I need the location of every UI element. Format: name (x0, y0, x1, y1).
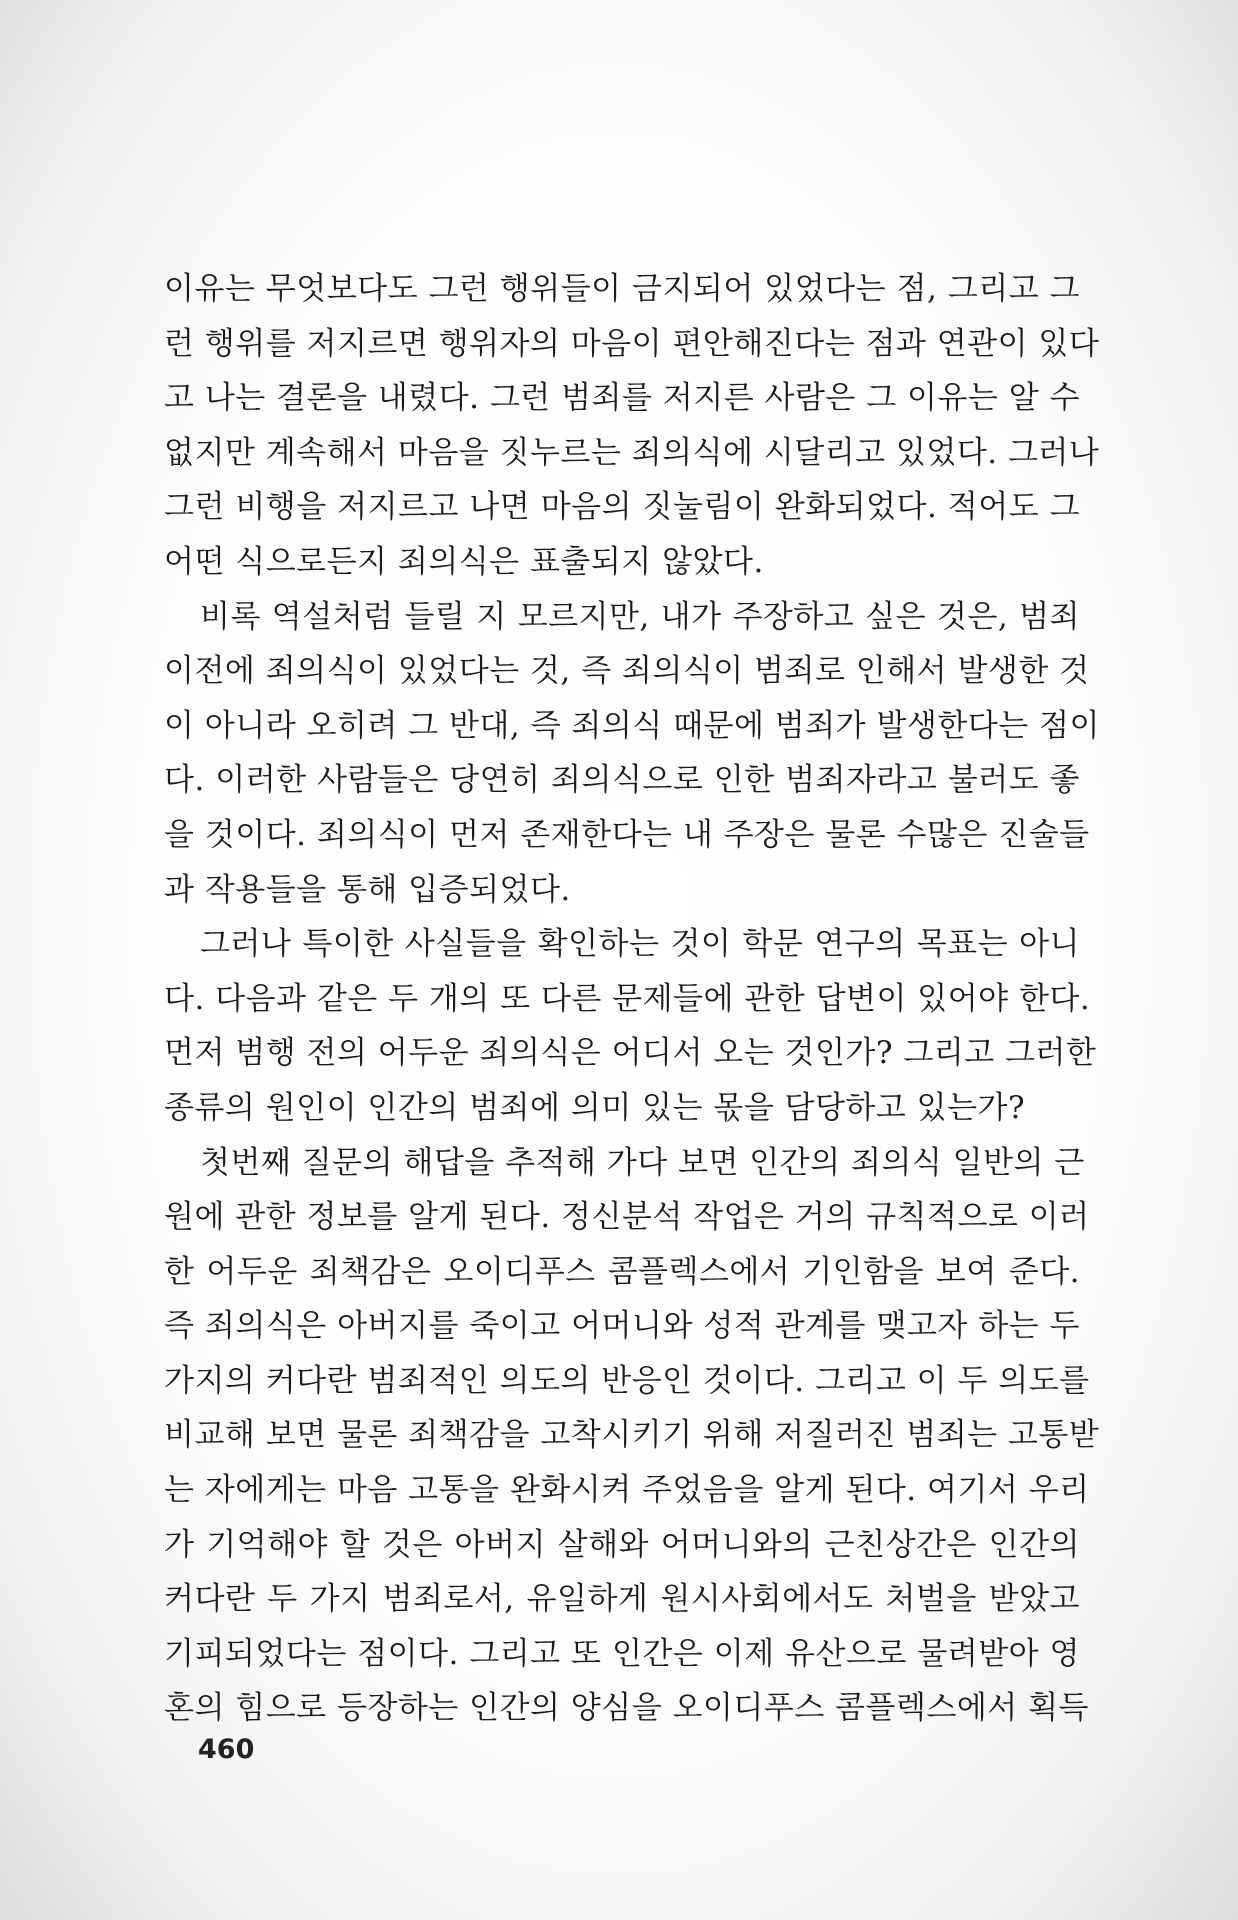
text-line: 이전에 죄의식이 있었다는 것, 즉 죄의식이 범죄로 인해서 발생한 것 (164, 653, 1090, 690)
paragraph-1 (164, 262, 1100, 590)
text-line: 고 나는 결론을 내렸다. 그런 범죄를 저지른 사람은 그 이유는 알 수 (164, 380, 1080, 417)
text-line: 혼의 힘으로 등장하는 인간의 양심을 오이디푸스 콤플렉스에서 획득 (164, 1690, 1089, 1727)
text-line: 기피되었다는 점이다. 그리고 또 인간은 이제 유산으로 물려받아 영 (164, 1635, 1080, 1672)
text-line: 이유는 무엇보다도 그런 행위들이 금지되어 있었다는 점, 그리고 그 (164, 271, 1080, 307)
text-line: 어떤 식으로든지 죄의식은 표출되지 않았다. (164, 543, 764, 580)
text-line: 을 것이다. 죄의식이 먼저 존재한다는 내 주장은 물론 수많은 진술들 (164, 816, 1090, 853)
text-line: 다. 다음과 같은 두 개의 또 다른 문제들에 관한 답변이 있어야 한다. (164, 980, 1091, 1017)
paragraph-4 (164, 1136, 1100, 1737)
text-line: 첫번째 질문의 해답을 추적해 가다 보면 인간의 죄의식 일반의 근 (200, 1144, 1085, 1181)
paragraph-2 (164, 590, 1100, 918)
text-line: 그러나 특이한 사실들을 확인하는 것이 학문 연구의 목표는 아니 (200, 926, 1080, 963)
text-line: 그런 비행을 저지르고 나면 마음의 짓눌림이 완화되었다. 적어도 그 (164, 489, 1080, 526)
page-number: 460 (198, 1734, 255, 1765)
body-text (164, 262, 1100, 1736)
text-line: 커다란 두 가지 범죄로서, 유일하게 원시사회에서도 처벌을 받았고 (164, 1581, 1080, 1618)
text-line: 다. 이러한 사람들은 당연히 죄의식으로 인한 범죄자라고 불러도 좋 (164, 762, 1080, 799)
text-line: 런 행위를 저지르면 행위자의 마음이 편안해진다는 점과 연관이 있다 (164, 325, 1100, 362)
text-line: 없지만 계속해서 마음을 짓누르는 죄의식에 시달리고 있었다. 그러나 (164, 434, 1100, 471)
text-line: 종류의 원인이 인간의 범죄에 의미 있는 몫을 담당하고 있는가? (164, 1089, 1026, 1126)
text-line: 는 자에게는 마음 고통을 완화시켜 주었음을 알게 된다. 여기서 우리 (164, 1472, 1090, 1509)
text-line: 원에 관한 정보를 알게 된다. 정신분석 작업은 거의 규칙적으로 이러 (164, 1199, 1090, 1236)
text-line: 한 어두운 죄책감은 오이디푸스 콤플렉스에서 기인함을 보여 준다. (164, 1253, 1080, 1290)
text-line: 가 기억해야 할 것은 아버지 살해와 어머니와의 근친상간은 인간의 (164, 1526, 1080, 1563)
text-line: 비록 역설처럼 들릴 지 모르지만, 내가 주장하고 싶은 것은, 범죄 (200, 598, 1080, 635)
text-line: 과 작용들을 통해 입증되었다. (164, 871, 571, 908)
text-line: 즉 죄의식은 아버지를 죽이고 어머니와 성적 관계를 맺고자 하는 두 (164, 1308, 1080, 1345)
text-line: 가지의 커다란 범죄적인 의도의 반응인 것이다. 그리고 이 두 의도를 (164, 1362, 1090, 1399)
text-line: 먼저 범행 전의 어두운 죄의식은 어디서 오는 것인가? 그리고 그러한 (164, 1035, 1097, 1072)
paragraph-3 (164, 917, 1097, 1135)
text-line: 비교해 보면 물론 죄책감을 고착시키기 위해 저질러진 범죄는 고통받 (164, 1417, 1100, 1454)
text-line: 이 아니라 오히려 그 반대, 즉 죄의식 때문에 범죄가 발생한다는 점이 (164, 707, 1100, 744)
